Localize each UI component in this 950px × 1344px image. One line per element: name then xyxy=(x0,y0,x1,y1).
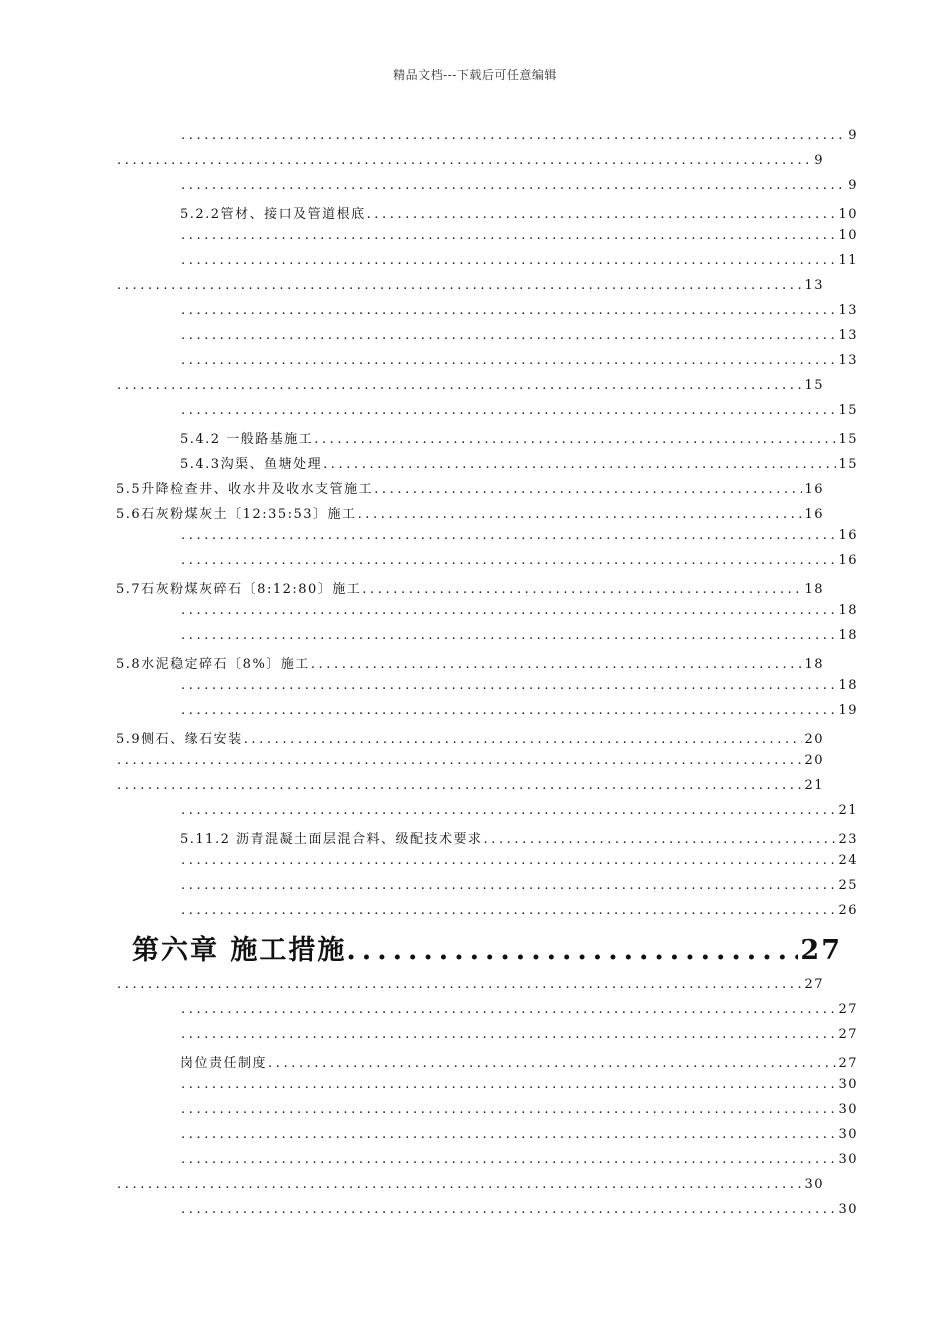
leader-dots xyxy=(181,1202,836,1217)
toc-entry-label: 5.8水泥稳定碎石〔8%〕施工 xyxy=(116,657,310,672)
leader-dots xyxy=(181,703,836,718)
toc-page-number: 15 xyxy=(838,432,858,447)
toc-entry[interactable] xyxy=(180,628,858,650)
toc-entry[interactable] xyxy=(180,328,858,350)
toc-entry-label: 岗位责任制度 xyxy=(180,1056,268,1071)
leader-dots xyxy=(181,878,836,893)
toc-entry[interactable] xyxy=(116,153,824,175)
leader-dots xyxy=(181,1127,836,1142)
leader-dots xyxy=(181,128,846,143)
leader-dots xyxy=(181,603,836,618)
leader-dots xyxy=(181,328,836,343)
toc-entry-label: 5.2.2管材、接口及管道根底 xyxy=(180,207,366,222)
toc-entry[interactable] xyxy=(180,878,858,900)
toc-page-number: 21 xyxy=(804,778,824,793)
toc-page-number: 16 xyxy=(838,553,858,568)
leader-dots xyxy=(181,1152,836,1167)
toc-page-number: 27 xyxy=(804,977,824,992)
toc-page-number: 20 xyxy=(804,732,824,747)
toc-entry-label: 5.4.3沟渠、鱼塘处理 xyxy=(180,457,323,472)
toc-page-number: 9 xyxy=(848,128,858,143)
leader-dots xyxy=(181,528,836,543)
toc-page-number: 18 xyxy=(804,657,824,672)
leader-dots xyxy=(244,732,803,747)
leader-dots xyxy=(117,753,802,768)
toc-page-number: 9 xyxy=(814,153,824,168)
leader-dots xyxy=(117,278,802,293)
toc-entry[interactable] xyxy=(116,728,824,750)
toc-page-number: 27 xyxy=(838,1056,858,1071)
toc-entry-label: 5.4.2 一般路基施工 xyxy=(180,432,314,447)
toc-page-number: 30 xyxy=(838,1077,858,1092)
toc-page-number: 21 xyxy=(838,803,858,818)
leader-dots xyxy=(181,853,836,868)
leader-dots xyxy=(323,457,836,472)
leader-dots xyxy=(181,303,836,318)
toc-page-number: 10 xyxy=(838,207,858,222)
toc-entry[interactable] xyxy=(180,1202,858,1224)
toc-page-number: 13 xyxy=(804,278,824,293)
leader-dots xyxy=(181,903,836,918)
leader-dots xyxy=(181,403,836,418)
toc-entry[interactable] xyxy=(180,303,858,325)
leader-dots xyxy=(181,1077,836,1092)
toc-page-number: 16 xyxy=(804,507,824,522)
toc-entry[interactable] xyxy=(180,203,858,225)
leader-dots xyxy=(358,507,803,522)
toc-entry[interactable] xyxy=(180,678,858,700)
toc-entry[interactable] xyxy=(180,228,858,250)
toc-entry[interactable] xyxy=(180,903,858,925)
toc-entry[interactable] xyxy=(116,503,824,525)
leader-dots xyxy=(367,207,837,222)
toc-entry[interactable] xyxy=(116,478,824,500)
toc-page-number: 18 xyxy=(838,628,858,643)
leader-dots xyxy=(374,482,802,497)
toc-entry[interactable] xyxy=(116,753,824,775)
toc-entry[interactable] xyxy=(180,553,858,575)
toc-entry[interactable] xyxy=(180,453,858,475)
toc-page-number: 13 xyxy=(838,353,858,368)
leader-dots xyxy=(181,628,836,643)
toc-entry-label: 5.11.2 沥青混凝土面层混合料、级配技术要求 xyxy=(180,832,483,847)
toc-entry-label: 5.6石灰粉煤灰土〔12:35:53〕施工 xyxy=(116,507,357,522)
toc-entry[interactable] xyxy=(180,828,858,850)
leader-dots xyxy=(268,1056,836,1071)
leader-dots xyxy=(346,935,798,966)
leader-dots xyxy=(181,553,836,568)
leader-dots xyxy=(117,977,802,992)
toc-entry[interactable] xyxy=(180,1102,858,1124)
toc-entry[interactable] xyxy=(180,853,858,875)
toc-entry[interactable] xyxy=(180,1127,858,1149)
leader-dots xyxy=(181,678,836,693)
toc-entry[interactable] xyxy=(116,653,824,675)
toc-entry[interactable] xyxy=(180,1152,858,1174)
toc-entry[interactable] xyxy=(180,128,858,150)
leader-dots xyxy=(181,1027,836,1042)
toc-page-number: 10 xyxy=(838,228,858,243)
leader-dots xyxy=(311,657,803,672)
toc-page-number: 15 xyxy=(804,378,824,393)
chapter-title: 第六章 施工措施 xyxy=(132,935,347,966)
toc-page-number: 25 xyxy=(838,878,858,893)
toc-entry[interactable] xyxy=(180,528,858,550)
toc-page-number: 30 xyxy=(838,1202,858,1217)
toc-entry[interactable] xyxy=(180,428,858,450)
leader-dots xyxy=(117,378,802,393)
toc-entry[interactable] xyxy=(180,403,858,425)
leader-dots xyxy=(181,1002,836,1017)
leader-dots xyxy=(117,153,812,168)
leader-dots xyxy=(483,832,836,847)
leader-dots xyxy=(181,178,846,193)
toc-entry[interactable] xyxy=(116,378,824,400)
leader-dots xyxy=(181,253,836,268)
leader-dots xyxy=(117,1177,802,1192)
toc-entry[interactable] xyxy=(180,703,858,725)
toc-entry[interactable] xyxy=(180,253,858,275)
toc-page-number: 27 xyxy=(800,935,842,966)
toc-page-number: 16 xyxy=(804,482,824,497)
toc-page-number: 9 xyxy=(848,178,858,193)
toc-page-number: 16 xyxy=(838,528,858,543)
toc-entry[interactable] xyxy=(116,578,824,600)
toc-entry[interactable] xyxy=(116,278,824,300)
toc-entry-label: 5.7石灰粉煤灰碎石〔8:12:80〕施工 xyxy=(116,582,362,597)
toc-entry-label: 5.9侧石、缘石安装 xyxy=(116,732,243,747)
leader-dots xyxy=(181,228,836,243)
toc-page-number: 15 xyxy=(838,403,858,418)
leader-dots xyxy=(362,582,802,597)
toc-page-number: 20 xyxy=(804,753,824,768)
leader-dots xyxy=(181,353,836,368)
leader-dots xyxy=(181,803,836,818)
toc-entry[interactable] xyxy=(180,1077,858,1099)
leader-dots xyxy=(117,778,802,793)
toc-page-number: 27 xyxy=(838,1027,858,1042)
toc-page-number: 30 xyxy=(838,1127,858,1142)
toc-page-number: 13 xyxy=(838,328,858,343)
toc-page-number: 30 xyxy=(838,1152,858,1167)
toc-page-number: 19 xyxy=(838,703,858,718)
toc-entry[interactable] xyxy=(180,178,858,200)
toc-page-number: 11 xyxy=(838,253,858,268)
toc-entry[interactable] xyxy=(116,977,824,999)
toc-entry[interactable] xyxy=(180,353,858,375)
leader-dots xyxy=(314,432,836,447)
toc-page-number: 26 xyxy=(838,903,858,918)
toc-entry[interactable] xyxy=(180,803,858,825)
toc-page-number: 30 xyxy=(838,1102,858,1117)
toc-entry[interactable] xyxy=(180,1027,858,1049)
toc-entry[interactable] xyxy=(116,778,824,800)
toc-page-number: 27 xyxy=(838,1002,858,1017)
leader-dots xyxy=(181,1102,836,1117)
toc-page-number: 24 xyxy=(838,853,858,868)
toc-page-number: 18 xyxy=(838,678,858,693)
toc-entry[interactable] xyxy=(180,603,858,625)
toc-page-number: 13 xyxy=(838,303,858,318)
toc-page-number: 18 xyxy=(838,603,858,618)
toc-entry[interactable] xyxy=(180,1002,858,1024)
toc-page-number: 30 xyxy=(804,1177,824,1192)
toc-page-number: 23 xyxy=(838,832,858,847)
page-header: 精品文档---下载后可任意编辑 xyxy=(393,68,557,82)
toc-page-number: 15 xyxy=(838,457,858,472)
toc-chapter-heading[interactable] xyxy=(132,928,842,972)
toc-page-number: 18 xyxy=(804,582,824,597)
toc-entry[interactable] xyxy=(180,1052,858,1074)
toc-entry[interactable] xyxy=(116,1177,824,1199)
toc-entry-label: 5.5升降检查井、收水井及收水支管施工 xyxy=(116,482,374,497)
